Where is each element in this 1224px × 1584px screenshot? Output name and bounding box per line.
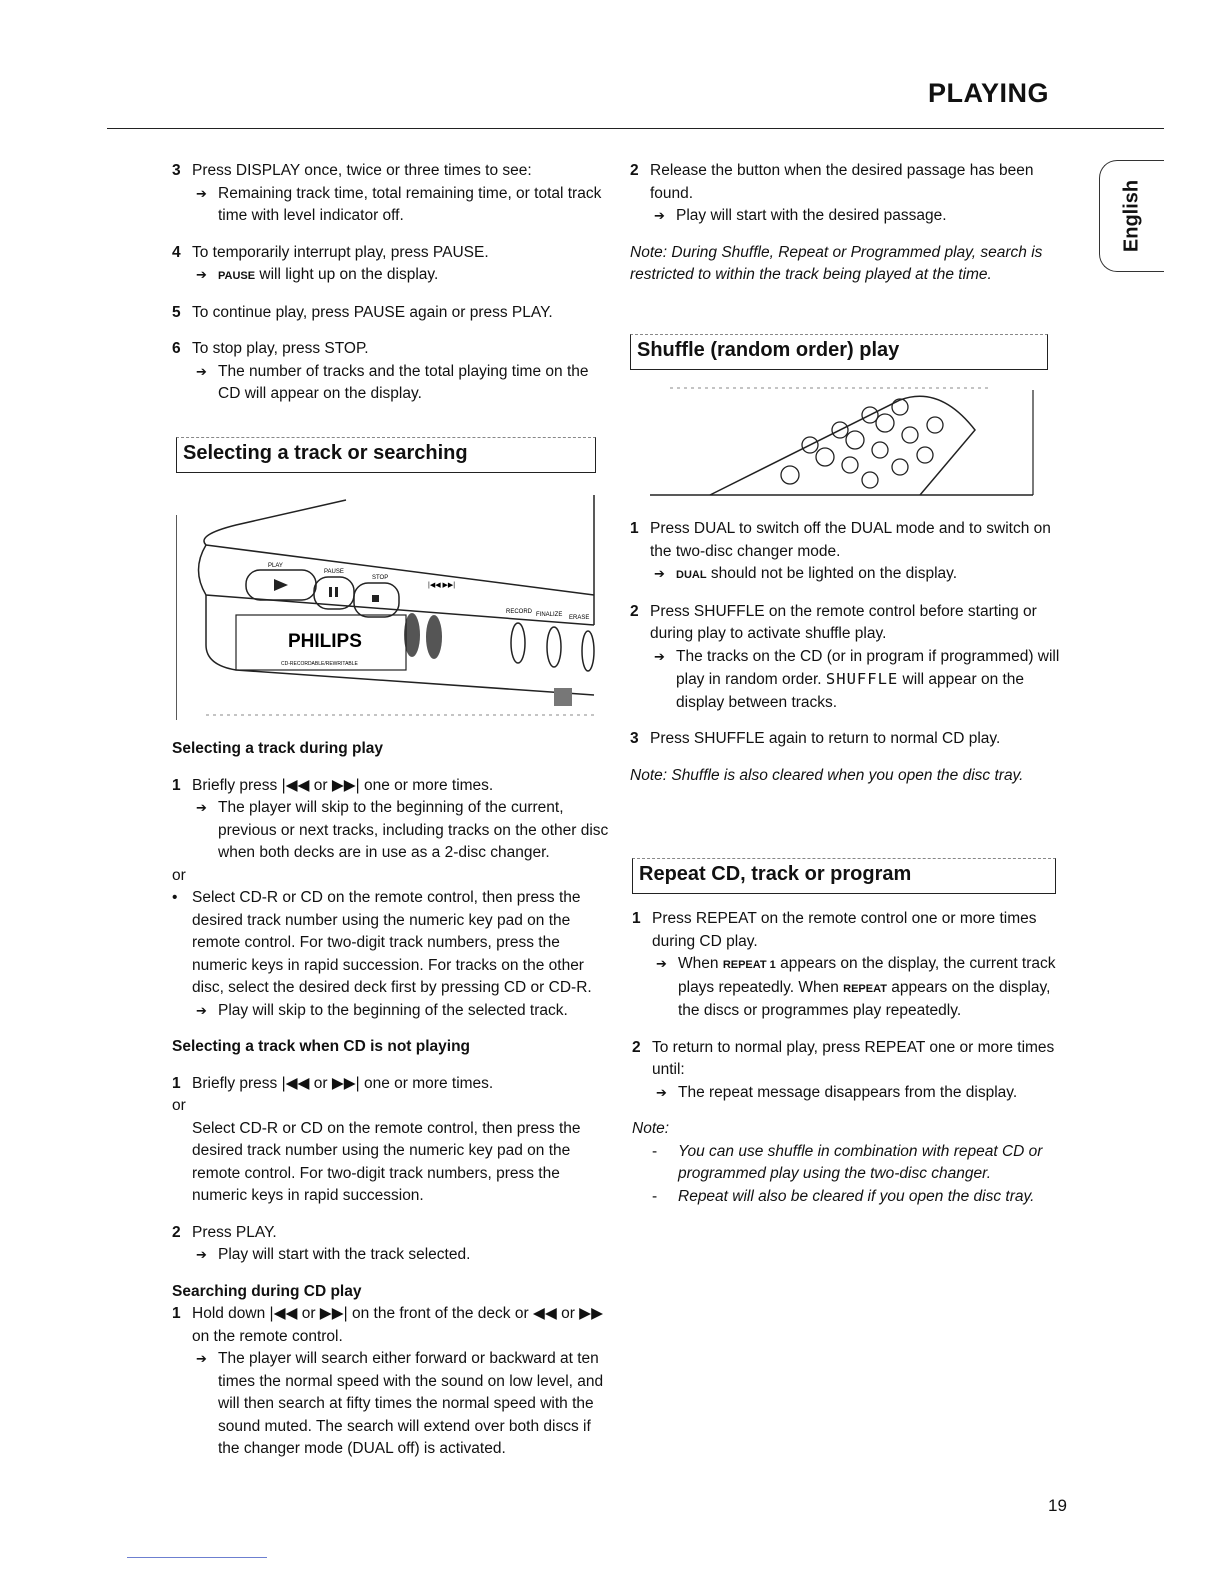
step-6: 6 To stop play, press STOP. xyxy=(172,340,369,357)
result: ➔ Play will start with the track selected. xyxy=(172,1244,612,1267)
right-top xyxy=(630,160,1060,287)
result: ➔ The player will skip to the beginning of the current, previous or next tracks, including tracks on the other disc when both decks are in use as a 2-disc changer. xyxy=(172,797,612,865)
right-shuffle-body xyxy=(630,518,1070,787)
result: ➔ The player will search either forward or backward at ten times the normal speed with the sound on low level, and will then search at fifty times the normal speed with the sound muted. The search will extend over both discs if the changer mode (DUAL off) is activated. xyxy=(172,1348,612,1461)
left-body xyxy=(172,738,612,1461)
result: ➔ Play will skip to the beginning of the selected track. xyxy=(172,1000,612,1023)
step-2: 2 Press PLAY. xyxy=(172,1223,277,1241)
result: ➔ Play will start with the desired passage. xyxy=(630,205,1060,228)
disc-logo-icon xyxy=(554,688,572,706)
svg-text:PLAY: PLAY xyxy=(268,563,283,569)
note: Note: During Shuffle, Repeat or Programmed play, search is restricted to within the track being played at the time. xyxy=(630,243,1043,283)
result: ➔ The number of tracks and the total playing time on the CD will appear on the display. xyxy=(172,361,602,406)
header-rule xyxy=(107,128,1164,129)
paragraph: Select CD-R or CD on the remote control, then press the desired track number using the numeric key pad on the remote control. For two-digit track numbers, press the numeric keys in rapid succession. xyxy=(192,1119,581,1204)
left-top-steps xyxy=(172,160,602,406)
note: Note: Shuffle is also cleared when you open the disc tray. xyxy=(630,766,1024,784)
deck-illustration xyxy=(176,495,598,720)
svg-text:STOP: STOP xyxy=(372,575,389,581)
note-label: Note: xyxy=(632,1120,670,1137)
note-item: - You can use shuffle in combination with repeat CD or programmed play using the two-disc changer. xyxy=(632,1141,1072,1186)
section-heading-shuffle: Shuffle (random order) play xyxy=(630,334,1048,370)
subheading: Selecting a track when CD is not playing xyxy=(172,1038,471,1055)
page-title: PLAYING xyxy=(927,78,1049,108)
step-4: 4 To temporarily interrupt play, press PAUSE. xyxy=(172,243,489,261)
subheading: Searching during CD play xyxy=(172,1282,362,1300)
section-heading-selecting: Selecting a track or searching xyxy=(176,437,596,473)
result: ➔ PAUSE will light up on the display. xyxy=(172,264,602,288)
section-heading-repeat: Repeat CD, track or program xyxy=(632,858,1056,894)
step-2: 2 To return to normal play, press REPEAT one or more times until: xyxy=(632,1038,1055,1078)
svg-text:CD-RECORDABLE/REWRITABLE: CD-RECORDABLE/REWRITABLE xyxy=(281,661,358,667)
step-5: 5 To continue play, press PAUSE again or press PLAY. xyxy=(172,303,553,321)
right-repeat-body xyxy=(632,908,1072,1208)
or-label: or xyxy=(172,866,186,884)
footer-rule xyxy=(127,1557,267,1558)
step-3: 3 Press SHUFFLE again to return to normal CD play. xyxy=(630,730,1001,747)
step-1: 1 Press DUAL to switch off the DUAL mode and to switch on the two-disc changer mode. xyxy=(630,520,1051,560)
result: ➔ DUAL should not be lighted on the display. xyxy=(630,563,1070,587)
result: ➔ The repeat message disappears from the display. xyxy=(632,1082,1072,1105)
note-item: - Repeat will also be cleared if you open the disc tray. xyxy=(632,1186,1072,1209)
brand-logo: PHILIPS xyxy=(288,631,362,652)
step-3: 3 Press DISPLAY once, twice or three times to see: xyxy=(172,162,532,179)
svg-text:FINALIZE: FINALIZE xyxy=(536,612,563,618)
remote-illustration xyxy=(650,385,1035,497)
or-label: or xyxy=(172,1097,186,1114)
play-icon xyxy=(274,579,288,591)
bullet-item: • Select CD-R or CD on the remote control, then press the desired track number using the numeric key pad on the remote control. For two-digit track numbers, press the numeric keys in rapid succession. For tracks on the other disc, select the desired deck first by pressing CD or CD-R. xyxy=(172,887,612,1000)
svg-text:ERASE: ERASE xyxy=(569,615,590,621)
step-1: 1 Briefly press |◀◀ or ▶▶| one or more times. xyxy=(172,776,494,794)
step-1: 1 Briefly press |◀◀ or ▶▶| one or more times. xyxy=(172,1074,494,1092)
svg-text:PAUSE: PAUSE xyxy=(324,569,344,575)
subheading: Selecting a track during play xyxy=(172,740,384,757)
step-1: 1 Hold down |◀◀ or ▶▶| on the front of the deck or ◀◀ or ▶▶ on the remote control. xyxy=(172,1305,603,1345)
step-2: 2 Press SHUFFLE on the remote control before starting or during play to activate shuffle play. xyxy=(630,602,1037,642)
svg-text:|◀◀ ▶▶|: |◀◀ ▶▶| xyxy=(428,582,456,589)
result: ➔ When REPEAT 1 appears on the display, the current track plays repeatedly. When REPEAT appears on the display, the discs or programmes play repeatedly. xyxy=(632,953,1072,1023)
step-1: 1 Press REPEAT on the remote control one or more times during CD play. xyxy=(632,910,1037,950)
page-number: 19 xyxy=(1048,1496,1067,1515)
step-2: 2 Release the button when the desired passage has been found. xyxy=(630,162,1034,202)
result: ➔ The tracks on the CD (or in program if programmed) will play in random order. SHUFFLE will appear on the display between tracks. xyxy=(630,646,1070,715)
svg-text:RECORD: RECORD xyxy=(506,609,533,615)
result: ➔ Remaining track time, total remaining time, or total track time with level indicator off. xyxy=(172,183,602,228)
language-tab: English xyxy=(1099,160,1164,272)
